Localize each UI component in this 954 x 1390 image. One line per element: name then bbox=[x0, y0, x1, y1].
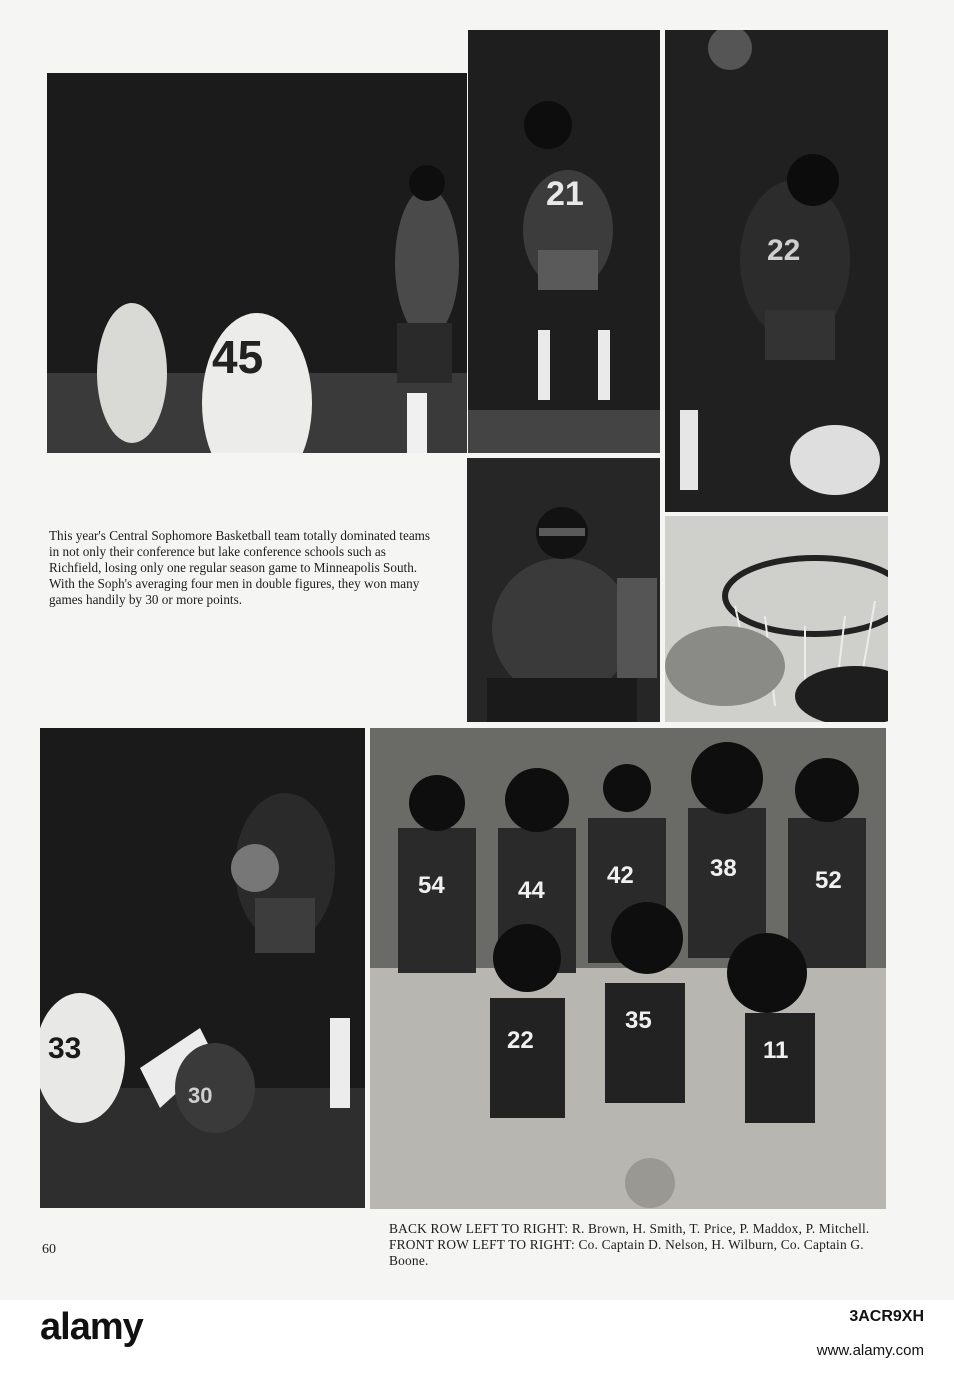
stock-banner bbox=[0, 1300, 954, 1390]
jersey-number-44: 44 bbox=[518, 877, 545, 904]
coach-photo bbox=[467, 458, 660, 722]
layup-photo bbox=[665, 30, 888, 512]
stock-logo: alamy bbox=[40, 1306, 143, 1348]
rebound-photo bbox=[468, 30, 660, 453]
jersey-number-22-action: 22 bbox=[767, 234, 801, 267]
jersey-number-52: 52 bbox=[815, 867, 842, 894]
page-number: 60 bbox=[42, 1242, 56, 1257]
hoop-closeup-photo bbox=[665, 516, 888, 722]
jump-shot-photo bbox=[47, 73, 467, 453]
jersey-number-54: 54 bbox=[418, 872, 445, 899]
team-caption: BACK ROW LEFT TO RIGHT: R. Brown, H. Smith, T. Price, P. Maddox, P. Mitchell. FRONT ROW LEFT TO RIGHT: Co. Captain D. Nelson, H. Wilburn, Co. Captain G. Boone. bbox=[389, 1221, 870, 1268]
jersey-number-11: 11 bbox=[763, 1037, 789, 1064]
jersey-number-45: 45 bbox=[212, 331, 264, 383]
jersey-number-30: 30 bbox=[188, 1083, 213, 1108]
jersey-number-38: 38 bbox=[710, 855, 737, 882]
jersey-number-35: 35 bbox=[625, 1007, 652, 1034]
team-photo bbox=[370, 728, 886, 1209]
intro-paragraph: This year's Central Sophomore Basketball team totally dominated teams in not only their conference but lake conference schools such as Richfield, losing only one regular season game to Minneapolis South. With the Soph's averaging four men in double figures, they won many games handily by 30 or more points. bbox=[49, 528, 431, 607]
jersey-number-22: 22 bbox=[507, 1027, 534, 1054]
jersey-number-42: 42 bbox=[607, 862, 634, 889]
jersey-number-21: 21 bbox=[546, 175, 584, 213]
stock-image-id: 3ACR9XH bbox=[849, 1308, 924, 1325]
game-action-photo bbox=[40, 728, 365, 1208]
jersey-number-33: 33 bbox=[48, 1032, 82, 1065]
stock-url: www.alamy.com bbox=[816, 1342, 924, 1359]
